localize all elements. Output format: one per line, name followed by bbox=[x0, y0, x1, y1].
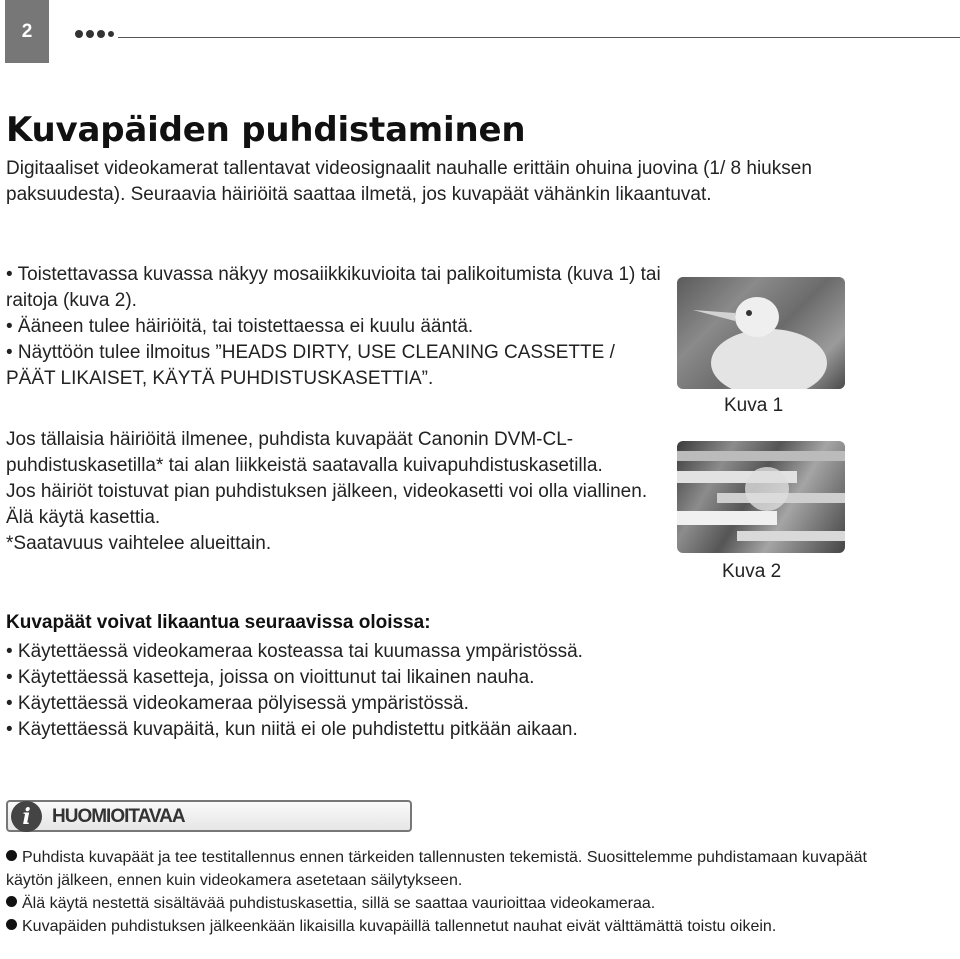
list-item: • Käytettäessä kuvapäitä, kun niitä ei ole puhdistettu pitkään aikaan. bbox=[6, 719, 578, 740]
note-item bbox=[6, 915, 886, 938]
notes-list bbox=[6, 846, 886, 938]
figure-1-image bbox=[677, 277, 845, 389]
striped-distortion-icon bbox=[677, 441, 845, 553]
list-item: • Ääneen tulee häiriöitä, tai toistettaessa ei kuulu ääntä. bbox=[6, 316, 474, 337]
availability-note: *Saatavuus vaihtelee alueittain. bbox=[6, 533, 272, 554]
bullet-dot-icon bbox=[6, 919, 17, 930]
cleaning-text-line: Jos häiriöt toistuvat pian puhdistuksen jälkeen, videokasetti voi olla viallinen. Älä käytä kasettia. bbox=[6, 481, 648, 528]
bullet-dot-icon bbox=[6, 896, 17, 907]
info-icon: i bbox=[11, 801, 42, 832]
figure-2-caption: Kuva 2 bbox=[722, 561, 782, 582]
note-item bbox=[6, 846, 886, 892]
note-text: Puhdista kuvapäät ja tee testitallennus ennen tärkeiden tallennusten tekemistä. Suosittelemme puhdistamaan kuvapäät käytön jälkeen, ennen kuin videokamera asetetaan säilytykseen. bbox=[6, 849, 867, 889]
list-item: • Käytettäessä videokameraa kosteassa tai kuumassa ympäristössä. bbox=[6, 641, 583, 662]
bullet-dot-icon bbox=[6, 850, 17, 861]
figure-1-caption: Kuva 1 bbox=[724, 395, 784, 416]
cleaning-text-line: Jos tällaisia häiriöitä ilmenee, puhdista kuvapäät Canonin DVM-CL-puhdistuskasetilla* tai alan liikkeistä saatavalla kuivapuhdistuskasetilla. bbox=[6, 429, 603, 476]
note-banner bbox=[6, 800, 412, 832]
cleaning-paragraph bbox=[6, 427, 656, 557]
list-item: • Toistettavassa kuvassa näkyy mosaiikkikuvioita tai palikoitumista (kuva 1) tai raitoja (kuva 2). bbox=[6, 264, 661, 311]
conditions-list bbox=[6, 639, 906, 743]
note-label: HUOMIOITAVAA bbox=[52, 806, 185, 827]
figure-2-image bbox=[677, 441, 845, 553]
page-number: 2 bbox=[21, 20, 33, 42]
list-item: • Käytettäessä kasetteja, joissa on vioittunut tai likainen nauha. bbox=[6, 667, 535, 688]
bird-photo-icon bbox=[677, 277, 845, 389]
page-title: Kuvapäiden puhdistaminen bbox=[6, 110, 526, 150]
symptoms-list bbox=[6, 262, 666, 392]
intro-paragraph: Digitaaliset videokamerat tallentavat videosignaalit nauhalle erittäin ohuina juovina (1/ 8 hiuksen paksuudesta). Seuraavia häiriöitä saattaa ilmetä, jos kuvapäät vähänkin likaantuvat. bbox=[6, 158, 812, 205]
header-dots bbox=[75, 30, 114, 38]
note-text: Kuvapäiden puhdistuksen jälkeenkään likaisilla kuvapäillä tallennetut nauhat eivät välttämättä toistu oikein. bbox=[22, 918, 777, 935]
list-item: • Käytettäessä videokameraa pölyisessä ympäristössä. bbox=[6, 693, 469, 714]
conditions-heading: Kuvapäät voivat likaantua seuraavissa oloissa: bbox=[6, 612, 431, 633]
page-number-tab bbox=[5, 0, 49, 63]
note-text: Älä käytä nestettä sisältävää puhdistuskasettia, sillä se saattaa vaurioittaa videokameraa. bbox=[22, 895, 656, 912]
header-rule bbox=[118, 37, 960, 38]
note-item bbox=[6, 892, 886, 915]
list-item: • Näyttöön tulee ilmoitus ”HEADS DIRTY, USE CLEANING CASSETTE / PÄÄT LIKAISET, KÄYTÄ PUHDISTUSKASETTIA”. bbox=[6, 342, 615, 389]
